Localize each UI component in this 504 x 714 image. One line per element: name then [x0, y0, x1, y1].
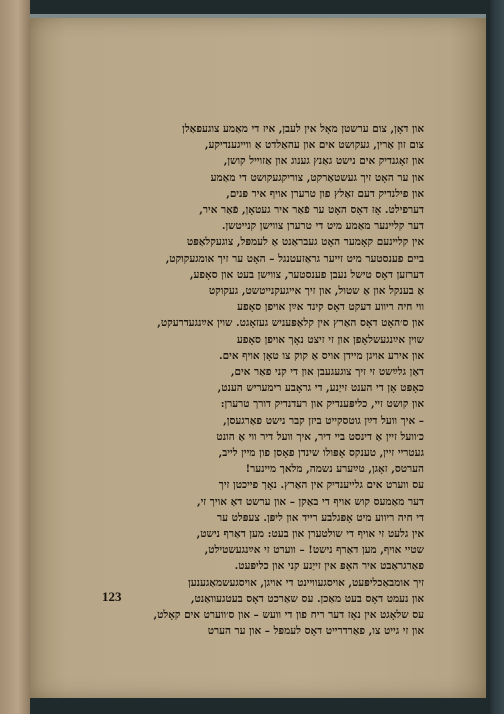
text-line: פאַרגראַבט איר האָפּ אין זייַנע קני און כליפּעט. — [234, 560, 424, 573]
text-line: אַ בענקל און אַ שטול, און זיך אייגעקנייטשט, געקוקט — [208, 285, 424, 298]
text-line: אין גלעט זי אויף די שולטערן און בעט: מען דאַרף נישט, — [196, 528, 424, 541]
book-cover-edge — [0, 0, 30, 714]
text-line: דערזען דאָס טישל נעבן פענסטער, צווישן בעט און סאָפע, — [189, 268, 424, 281]
book-spine — [488, 0, 504, 714]
text-line: געטריי זיין, טענקס אָפּולו שינדן פאָסן פון מיין לייב, — [218, 447, 424, 460]
text-line: דער קליינער מאַמע מיט די טרערן צווישן קנייטשן. — [221, 220, 424, 233]
text-line: און זי גייט צו, פאַרדרייט דאָס לעמפּל – און ער הערט — [207, 625, 424, 638]
text-line: ביים פענסטער מיט זייער גראַזעטנגל – האָט ער זיך אומגעקוקט, — [165, 252, 424, 265]
text-line: שוין אײַנגעשלאָפן און זי זיצט נאָך אויפן סאָפע — [236, 333, 424, 346]
text-line: און דאָן, צום ערשטן מאָל אין לעבן, איז די מאַמע צוגעפאַלן — [182, 123, 424, 135]
text-line: עס ווערט אים גלייענדיק אין האַרץ. נאָך פייכטן זיך — [218, 479, 424, 492]
text-line: און קושט זיי, כליפּענדיק און רעדנדיק דורך טרערן: — [220, 398, 424, 411]
text-line: – איך וועל דײַן גוטסקייט ביזן קבר נישט פאַרגעסן, — [223, 414, 424, 427]
text-line: זיך אומבאַכליפּעט, אויסגעוויינט די אויגן, אויסגעשמאַגענען — [188, 576, 424, 589]
body-text — [102, 121, 424, 640]
text-line: עס שלאָגט אין נאָז דער ריח פון די וועש – און ס׳ווערט אים קאָלט, — [153, 609, 424, 622]
text-line: און ער האָט זיך געשטאַרקט, צוריקגעקושט די מאַמע — [210, 171, 424, 184]
text-line: דערפילט. אָז דאָס האָט ער פֿאַר איר געטאָן, פֿאַר איר, — [199, 204, 424, 217]
page-number: 123 — [102, 589, 122, 604]
text-line: און ס׳האָט דאָס האַרץ אין קלאַפּעניש געזאָגט. שוין אײַנגעדרעקט, — [157, 317, 424, 330]
text-line: צום זון אַרין, געקושט אים און עהאַלדט אַ ווייגענדיקע, — [204, 139, 424, 152]
text-line: ווי חיה ריווע דעקט דאָס קינד אײַן אויפן סאָפע — [237, 301, 424, 314]
text-line: און אירע אויגן מיידן אויס אַ קוק צו טאָן אויף אים. — [219, 349, 424, 362]
text-line: דער מאַמעס קוש אויף די באַקן – און ערשט דאַ אויך זי, — [196, 495, 424, 508]
text-line: כ׳וועל זיין אַ דינסט ביי דיר, איך וועל דיר ווי אַ הונט — [216, 430, 424, 443]
text-line: הערטס, זאָגן, טײַערע נשמה, מלאך מיינער! — [245, 463, 424, 476]
text-line: דאַן גלײַשט זי זיך צוגעגעבן און די קני פאַר אים, — [230, 366, 424, 379]
text-line: און נעמט דאָס בעט מאַכן. עס שאַרכט דאָס בעטגעוואַנט, — [190, 592, 424, 605]
text-line: און פילנדיק דעם זאַלץ פון טרערן אויף איר פּנים, — [226, 187, 424, 200]
text-line: די חיה ריווע מיט אָפּגלבע רייד און ליפּן. צעפּלט ער — [217, 511, 424, 524]
text-line: און זאָגנדיק אים נישט גאַנץ גענוג און אַזוייל קושן, — [223, 155, 424, 168]
text-line: כאָפּט אָן די הענט זייַנע, די גראָבע רימעריש הענט, — [217, 382, 424, 395]
text-line: אין קליינעם קאָמער האָט געבראַנט אַ לעמפּל, צוגעקלאַפּט — [186, 236, 424, 249]
text-line: שטיי אויף, מען דאַרף נישט! – ווערט זי אײַנגעשטילט, — [204, 544, 424, 557]
